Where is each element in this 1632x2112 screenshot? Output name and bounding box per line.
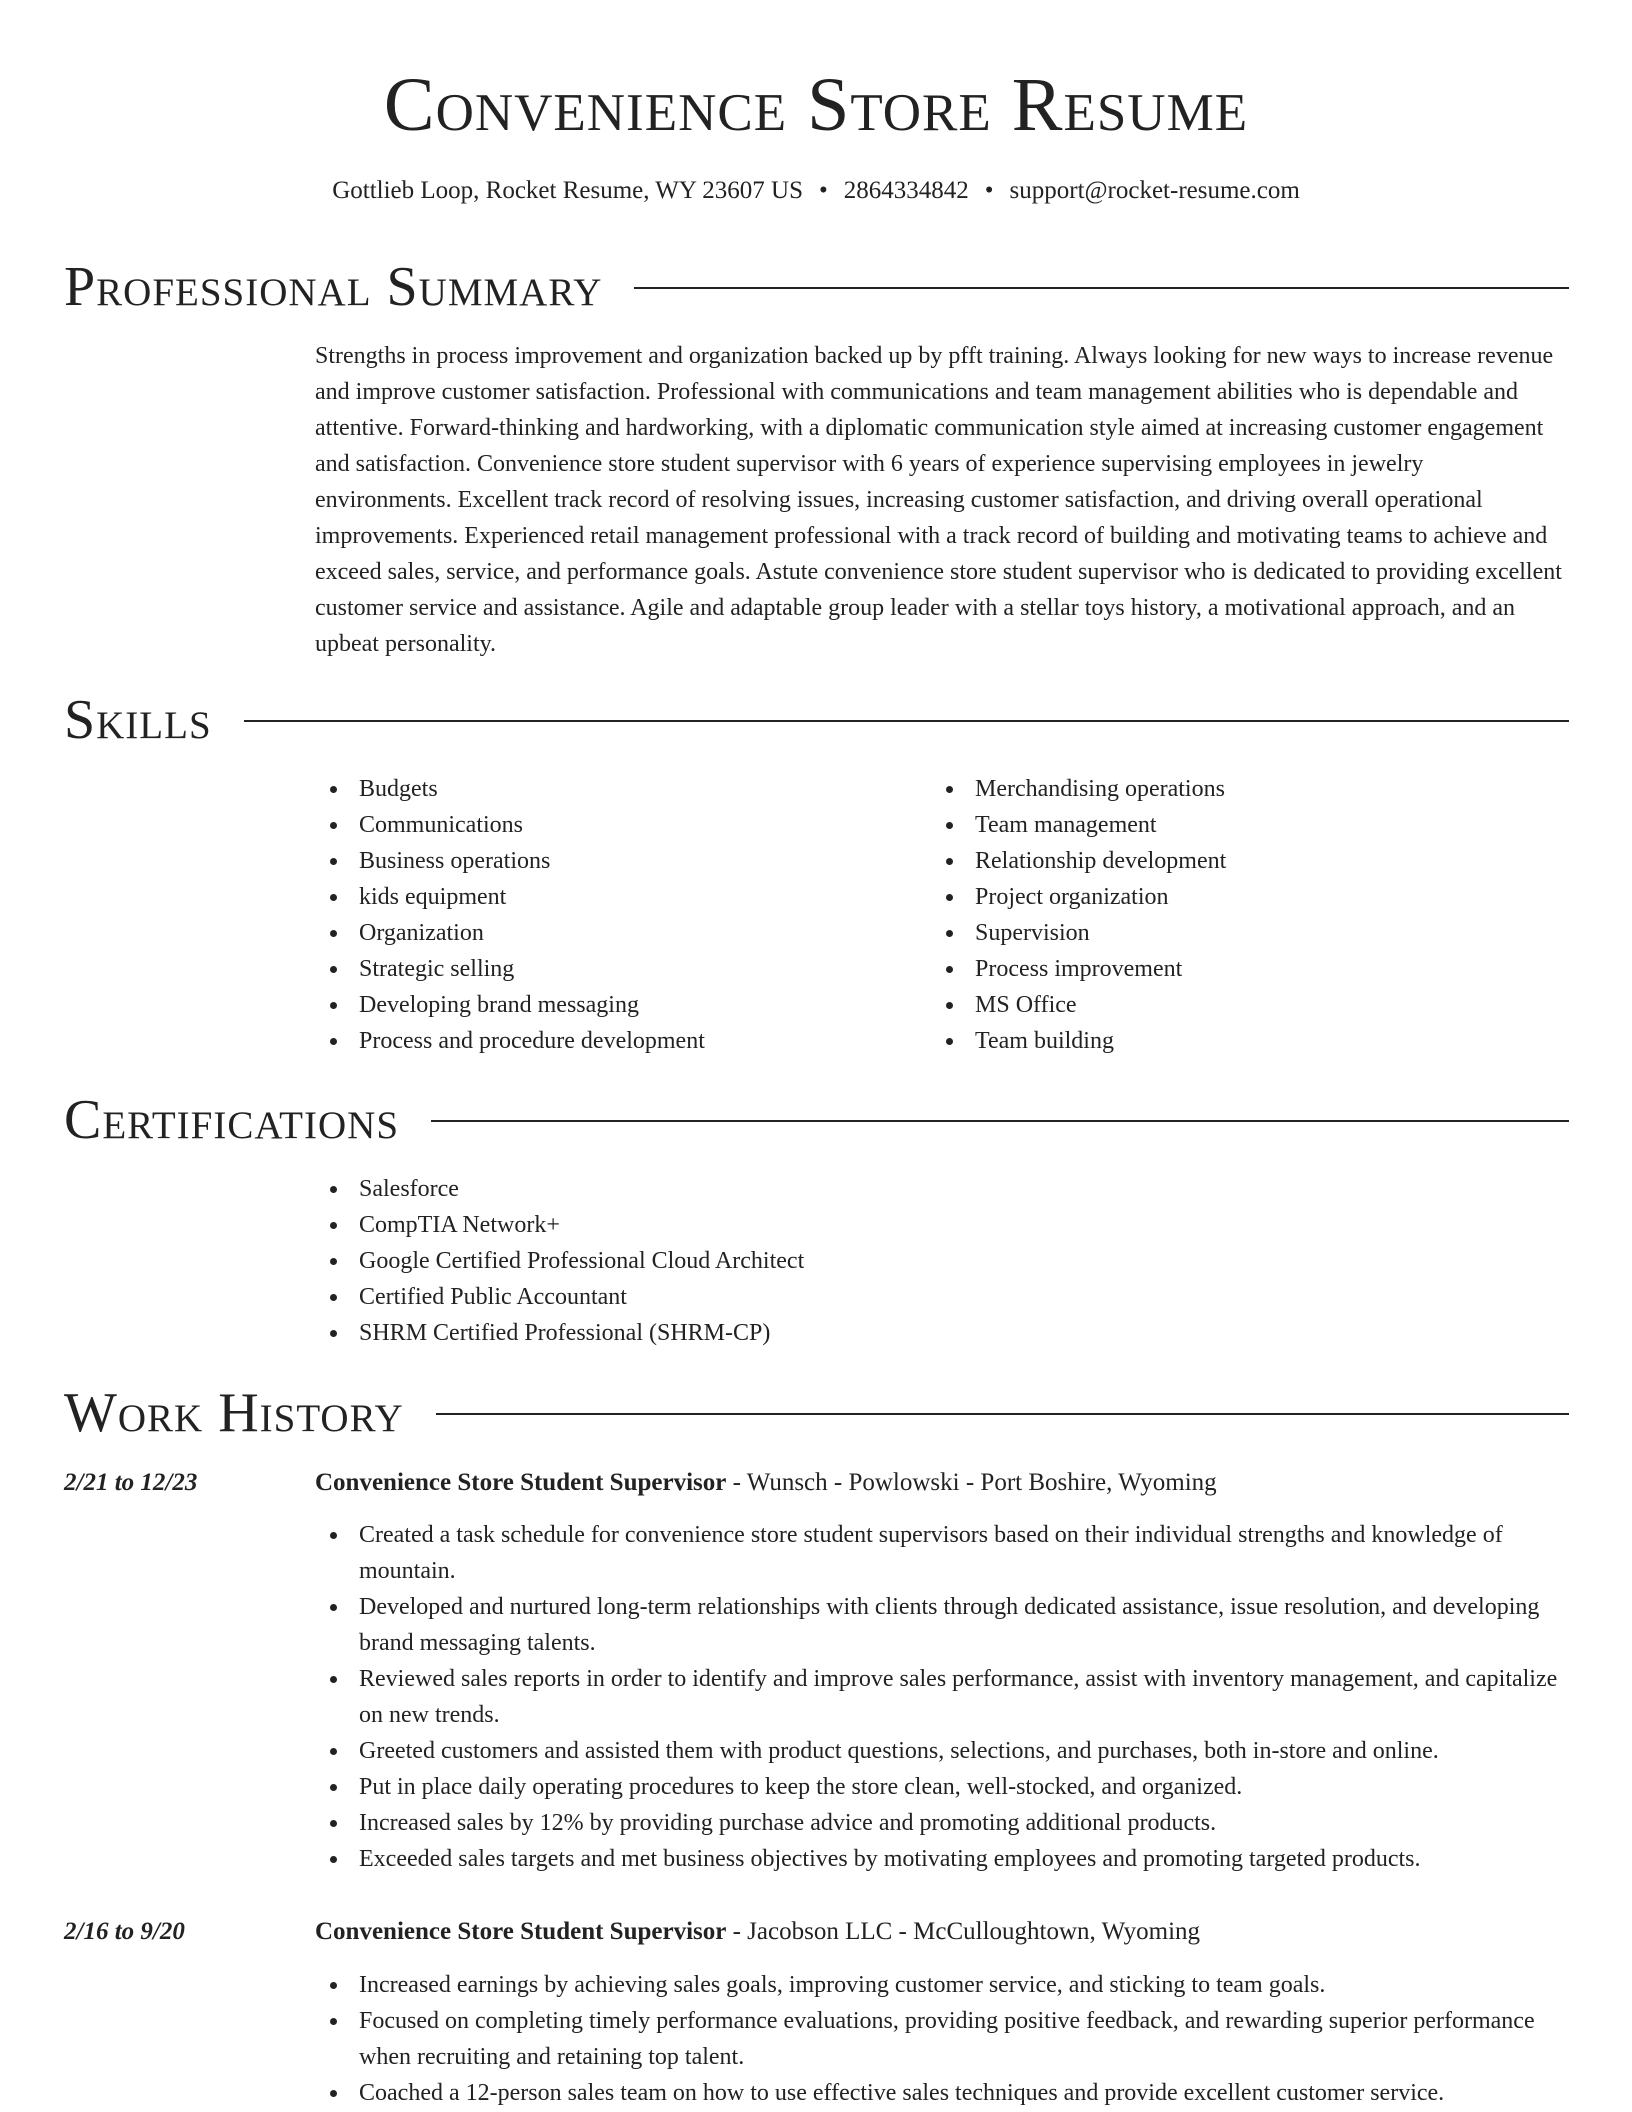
job-dates: 2/21 to 12/23: [64, 1469, 198, 1496]
list-item: Team building: [931, 1023, 1531, 1059]
certifications-list: [315, 1171, 1215, 1351]
job-bullets: [315, 1517, 1565, 1877]
section-divider: [436, 1413, 1569, 1415]
list-item: Increased sales by 12% by providing purchase advice and promoting additional products.: [315, 1805, 1565, 1841]
skills-list-left: [315, 771, 915, 1059]
section-heading-certifications: [64, 1087, 1569, 1153]
job-title-line: [315, 1465, 1565, 1501]
list-item: Organization: [315, 915, 915, 951]
list-item: Exceeded sales targets and met business objectives by motivating employees and promoting targeted products.: [315, 1841, 1565, 1877]
list-item: SHRM Certified Professional (SHRM-CP): [315, 1315, 1215, 1351]
list-item: Business operations: [315, 843, 915, 879]
summary-text: Strengths in process improvement and organization backed up by pfft training. Always looking for new ways to increase revenue and improve customer satisfaction. Professional with communications and team management abilities who is dependable and attentive. Forward-thinking and hardworking, with a diplomatic communication style aimed at increasing customer engagement and satisfaction. Convenience store student supervisor with 6 years of experience supervising employees in jewelry environments. Excellent track record of resolving issues, increasing customer satisfaction, and driving overall operational improvements. Experienced retail management professional with a track record of building and motivating teams to achieve and exceed sales, service, and performance goals. Astute convenience store student supervisor who is dedicated to providing excellent customer service and assistance. Agile and adaptable group leader with a stellar toys history, a motivational approach, and an upbeat personality.: [315, 343, 1562, 657]
skills-list-right: [931, 771, 1531, 1059]
phone: 2864334842: [843, 177, 969, 204]
list-item: Budgets: [315, 771, 915, 807]
section-divider: [634, 287, 1569, 289]
job-bullets: [315, 1967, 1565, 2111]
resume-title: Convenience Store Resume: [383, 63, 1249, 147]
list-item: Process improvement: [931, 951, 1531, 987]
list-item: CompTIA Network+: [315, 1207, 1215, 1243]
separator: •: [818, 177, 828, 204]
list-item: Project organization: [931, 879, 1531, 915]
list-item: Put in place daily operating procedures to keep the store clean, well-stocked, and organized.: [315, 1769, 1565, 1805]
list-item: Developing brand messaging: [315, 987, 915, 1023]
list-item: Merchandising operations: [931, 771, 1531, 807]
list-item: Google Certified Professional Cloud Architect: [315, 1243, 1215, 1279]
list-item: Greeted customers and assisted them with product questions, selections, and purchases, both in-store and online.: [315, 1733, 1565, 1769]
list-item: Coached a 12-person sales team on how to use effective sales techniques and provide excellent customer service.: [315, 2075, 1565, 2111]
section-title: Work History: [64, 1382, 404, 1444]
list-item: Developed and nurtured long-term relationships with clients through dedicated assistance, issue resolution, and developing brand messaging talents.: [315, 1589, 1565, 1661]
list-item: Increased earnings by achieving sales goals, improving customer service, and sticking to team goals.: [315, 1967, 1565, 2003]
section-title: Certifications: [64, 1089, 400, 1151]
email: support@rocket-resume.com: [1009, 177, 1300, 204]
list-item: Certified Public Accountant: [315, 1279, 1215, 1315]
list-item: MS Office: [931, 987, 1531, 1023]
list-item: Salesforce: [315, 1171, 1215, 1207]
list-item: Supervision: [931, 915, 1531, 951]
list-item: kids equipment: [315, 879, 915, 915]
section-heading-skills: [64, 687, 1569, 753]
job-title-line: [315, 1914, 1565, 1950]
job-company: - Wunsch - Powlowski - Port Boshire, Wyoming: [726, 1469, 1217, 1496]
job-dates: 2/16 to 9/20: [64, 1918, 185, 1945]
contact-line: [0, 174, 1632, 208]
job-role: Convenience Store Student Supervisor: [315, 1918, 727, 1945]
address: Gottlieb Loop, Rocket Resume, WY 23607 US: [332, 177, 803, 204]
list-item: Strategic selling: [315, 951, 915, 987]
list-item: Process and procedure development: [315, 1023, 915, 1059]
list-item: Relationship development: [931, 843, 1531, 879]
separator: •: [984, 177, 994, 204]
list-item: Created a task schedule for convenience store student supervisors based on their individual strengths and knowledge of mountain.: [315, 1517, 1565, 1589]
job-company: - Jacobson LLC - McCulloughtown, Wyoming: [726, 1918, 1201, 1945]
section-title: Professional Summary: [64, 256, 603, 318]
list-item: Focused on completing timely performance evaluations, providing positive feedback, and rewarding superior performance when recruiting and retaining top talent.: [315, 2003, 1565, 2075]
section-divider: [431, 1120, 1569, 1122]
section-divider: [244, 720, 1569, 722]
job-role: Convenience Store Student Supervisor: [315, 1469, 727, 1496]
list-item: Reviewed sales reports in order to identify and improve sales performance, assist with inventory management, and capitalize on new trends.: [315, 1661, 1565, 1733]
list-item: Team management: [931, 807, 1531, 843]
section-heading-work-history: [64, 1380, 1569, 1446]
list-item: Communications: [315, 807, 915, 843]
section-title: Skills: [64, 689, 212, 751]
section-heading-summary: [64, 254, 1569, 320]
